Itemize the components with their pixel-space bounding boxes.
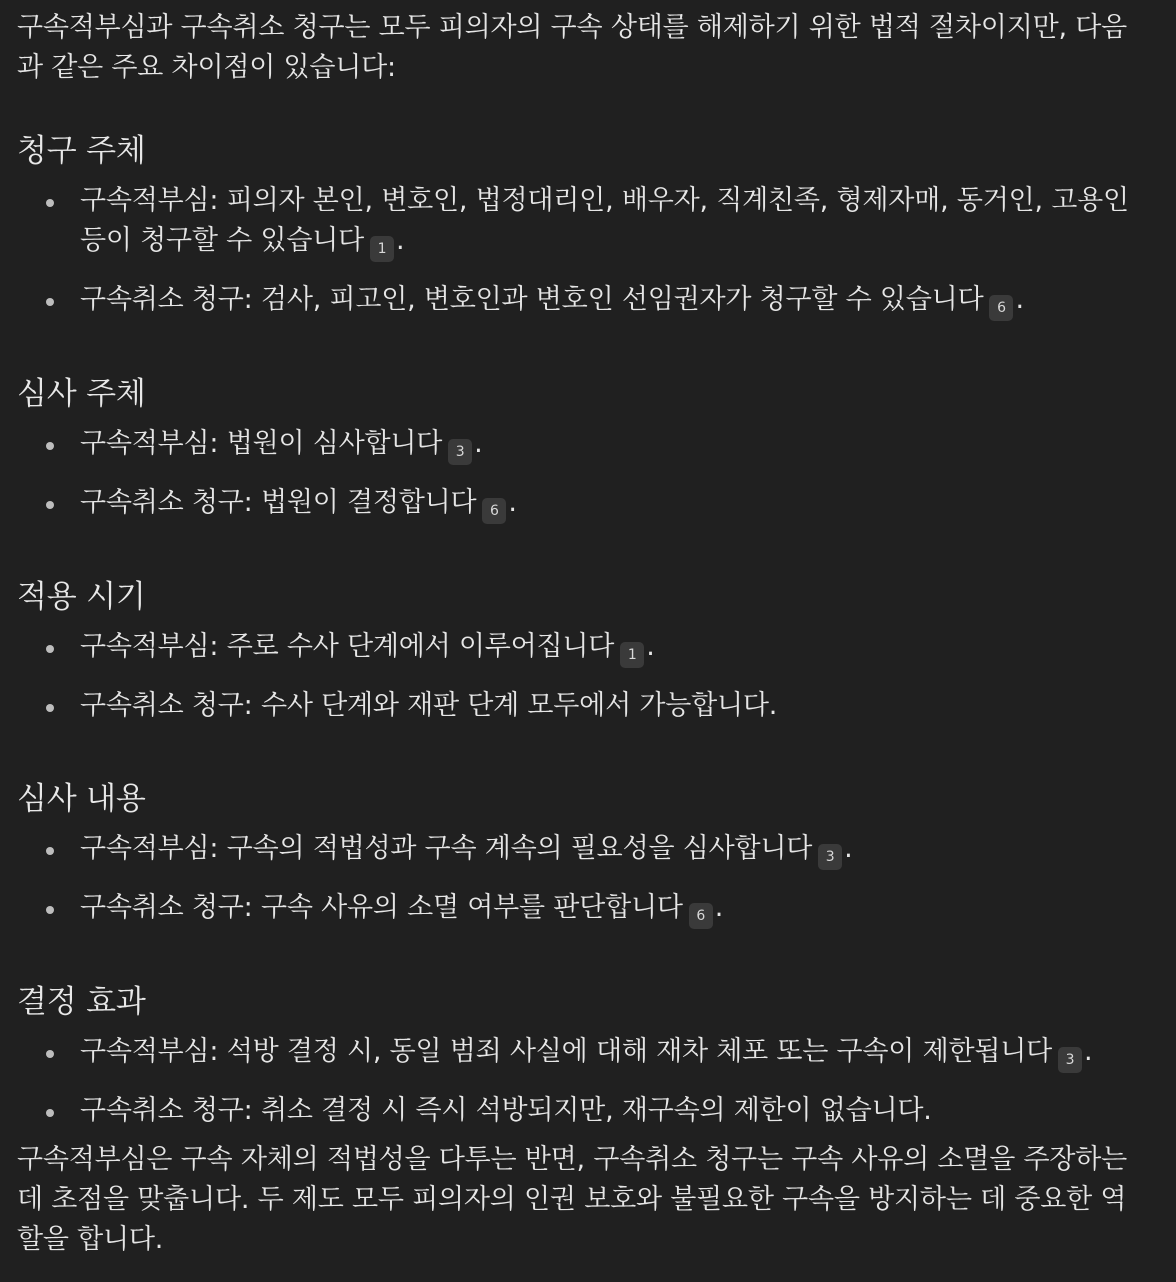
list-item-text: 구속적부심: 법원이 심사합니다 <box>80 428 443 459</box>
sentence-end: . <box>714 892 724 923</box>
intro-paragraph: 구속적부심과 구속취소 청구는 모두 피의자의 구속 상태를 해제하기 위한 법적 절차이지만, 다음과 같은 주요 차이점이 있습니다: <box>17 12 1127 83</box>
list-item <box>80 280 1136 321</box>
list-item-text: 구속적부심: 석방 결정 시, 동일 범죄 사실에 대해 재차 체포 또는 구속이 제한됩니다 <box>80 1036 1052 1067</box>
citation-badge[interactable]: 3 <box>818 844 842 870</box>
list-item <box>80 181 1136 262</box>
sentence-end: . <box>508 487 517 518</box>
citation-badge[interactable]: 1 <box>370 236 394 262</box>
outro-paragraph: 구속적부심은 구속 자체의 적법성을 다투는 반면, 구속취소 청구는 구속 사유의 소멸을 주장하는 데 초점을 맞춥니다. 두 제도 모두 피의자의 인권 보호와 불필요한 구속을 방지하는 데 중요한 역할을 합니다. <box>17 1144 1127 1255</box>
list-item <box>80 686 1136 726</box>
citation-badge[interactable]: 6 <box>689 903 713 929</box>
list-item <box>80 424 1136 465</box>
bullet-list <box>17 424 1136 524</box>
list-item-text: 구속적부심: 피의자 본인, 변호인, 법정대리인, 배우자, 직계친족, 형제자매, 동거인, 고용인 등이 청구할 수 있습니다 <box>80 185 1129 256</box>
sentence-end: . <box>1015 284 1024 315</box>
list-item-text: 구속취소 청구: 법원이 결정합니다 <box>80 487 477 518</box>
section <box>17 321 1136 524</box>
list-item-text: 구속취소 청구: 검사, 피고인, 변호인과 변호인 선임권자가 청구할 수 있습니다 <box>80 284 984 315</box>
section-heading: 심사 내용 <box>17 781 146 817</box>
list-item-text: 구속취소 청구: 취소 결정 시 즉시 석방되지만, 재구속의 제한이 없습니다. <box>80 1095 932 1126</box>
list-item <box>80 627 1136 668</box>
bullet-list <box>17 627 1136 726</box>
list-item <box>80 829 1136 870</box>
bullet-list <box>17 181 1136 321</box>
section <box>17 929 1136 1131</box>
list-item <box>80 1091 1136 1131</box>
section <box>17 88 1136 321</box>
citation-badge[interactable]: 6 <box>989 295 1013 321</box>
section <box>17 726 1136 929</box>
list-item <box>80 888 1136 929</box>
section-heading: 청구 주체 <box>17 133 146 169</box>
list-item <box>80 483 1136 524</box>
list-item-text: 구속취소 청구: 구속 사유의 소멸 여부를 판단합니다 <box>80 892 683 923</box>
sentence-end: . <box>646 631 655 662</box>
list-item-text: 구속적부심: 주로 수사 단계에서 이루어집니다 <box>80 631 615 662</box>
citation-badge[interactable]: 6 <box>482 498 506 524</box>
sentence-end: . <box>844 833 853 864</box>
list-item <box>80 1032 1136 1073</box>
sentence-end: . <box>1083 1036 1093 1067</box>
bullet-list <box>17 1032 1136 1131</box>
section-heading: 적용 시기 <box>17 579 146 615</box>
citation-badge[interactable]: 1 <box>620 642 644 668</box>
section-heading: 결정 효과 <box>17 984 146 1020</box>
section-heading: 심사 주체 <box>17 376 146 412</box>
sentence-end: . <box>474 428 483 459</box>
sentence-end: . <box>395 225 405 256</box>
citation-badge[interactable]: 3 <box>1058 1047 1082 1073</box>
citation-badge[interactable]: 3 <box>448 439 472 465</box>
bullet-list <box>17 829 1136 929</box>
section <box>17 524 1136 726</box>
sections-container <box>17 88 1136 1131</box>
list-item-text: 구속적부심: 구속의 적법성과 구속 계속의 필요성을 심사합니다 <box>80 833 813 864</box>
list-item-text: 구속취소 청구: 수사 단계와 재판 단계 모두에서 가능합니다. <box>80 690 778 721</box>
